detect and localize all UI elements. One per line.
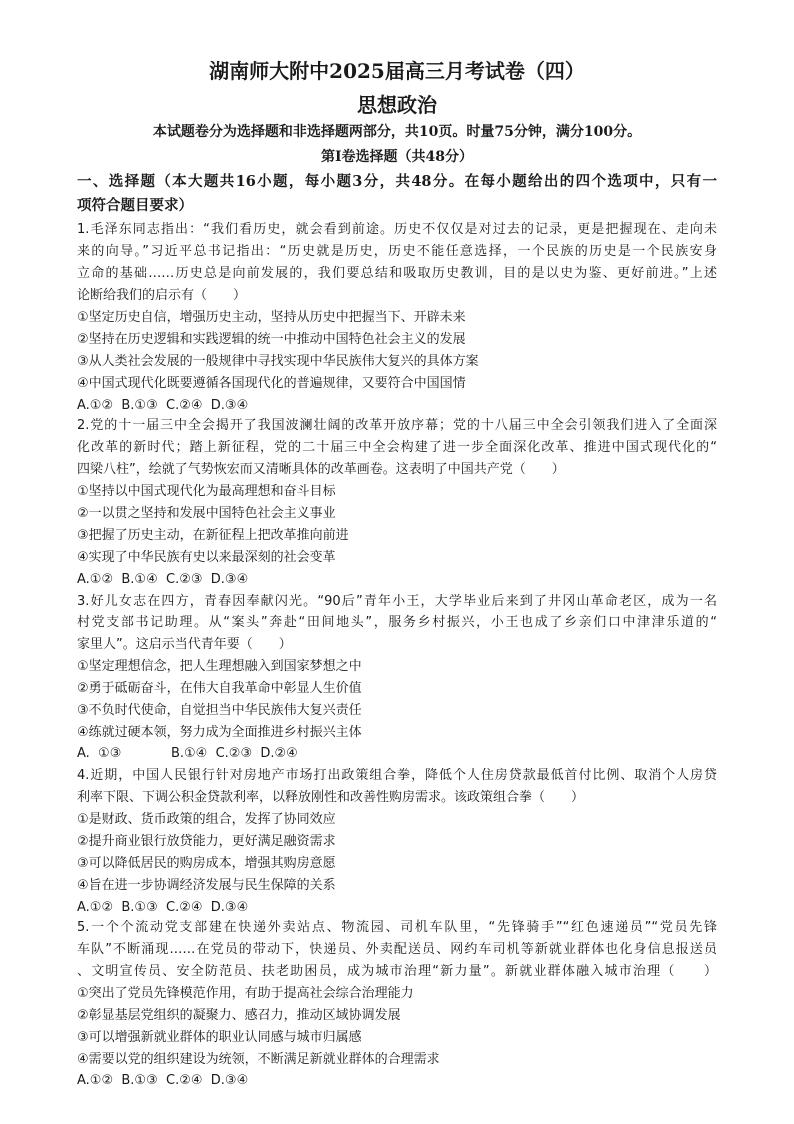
question-option: ④中国式现代化既要遵循各国现代化的普遍规律，又要符合中国国情 — [77, 376, 466, 391]
question-option: ③不负时代使命，自觉担当中华民族伟大复兴责任 — [77, 703, 362, 718]
question-stem-line: 村党支部书记助理。从“案头”奔赴“田间地头”，服务乡村振兴，小王也成了乡亲们口中津津乐道的“ — [77, 615, 717, 630]
answer-choices: A.①② B.①③ C.②④ D.③④ — [77, 398, 249, 413]
section-heading-line: 一、选择题（本大题共16小题，每小题3分，共48分。在每小题给出的四个选项中，只有一 — [77, 173, 717, 190]
subject-title: 思想政治 — [357, 93, 437, 117]
question-stem-line: 5.一个个流动党支部建在快递外卖站点、物流园、司机车队里，“先锋骑手”“红色速递员”“党员先锋 — [77, 920, 717, 935]
question-stem-line: 化改革的新时代；踏上新征程，党的二十届三中全会构建了进一步全面深化改革、推进中国式现代化的“ — [77, 440, 717, 455]
question-stem-line: 论断给我们的启示有（ ） — [77, 288, 247, 303]
section-heading-line: 项符合题目要求） — [77, 197, 193, 214]
exam-title: 湖南师大附中2025届高三月考试卷（四） — [209, 59, 585, 83]
question-stem-line: 家里人”。这启示当代青年要（ ） — [77, 637, 292, 652]
question-stem-line: 四梁八柱”，绘就了气势恢宏而又清晰具体的改革画卷。这表明了中国共产党（ ） — [77, 462, 565, 477]
part-title: 第Ⅰ卷选择题（共48分） — [320, 149, 474, 165]
exam-note: 本试题卷分为选择题和非选择题两部分，共10页。时量75分钟，满分100分。 — [152, 124, 642, 140]
question-option: ②提升商业银行放贷能力，更好满足融资需求 — [77, 834, 336, 849]
question-option: ②勇于砥砺奋斗，在伟大自我革命中彰显人生价值 — [77, 681, 362, 696]
section-heading — [77, 170, 717, 218]
question-stem-line: 立命的基础……历史总是向前发展的，我们要总结和吸取历史教训，目的是以史为鉴、更好前进。”上述 — [77, 266, 717, 281]
question-option: ①坚定历史自信，增强历史主动，坚持从历史中把握当下、开辟未来 — [77, 310, 466, 325]
question-option: ③把握了历史主动，在新征程上把改革推向前进 — [77, 528, 349, 543]
question-option: ①坚定理想信念，把人生理想融入到国家梦想之中 — [77, 659, 362, 674]
question-stem-line: 4.近期，中国人民银行针对房地产市场打出政策组合拳，降低个人住房贷款最低首付比例、取消个人房贷 — [77, 768, 717, 783]
question-option: ①是财政、货币政策的组合，发挥了协同效应 — [77, 812, 336, 827]
question-option: ①坚持以中国式现代化为最高理想和奋斗目标 — [77, 484, 336, 499]
question-stem-line: 利率下限、下调公积金贷款利率，以释放刚性和改善性购房需求。该政策组合拳（ ） — [77, 790, 585, 805]
answer-choices: A.①② B.①③ C.②④ D.③④ — [77, 900, 249, 915]
answer-choices: A. ①③ B.①④ C.②③ D.②④ — [77, 746, 298, 761]
question-option: ④需要以党的组织建设为统领，不断满足新就业群体的合理需求 — [77, 1052, 440, 1067]
question-option: ②一以贯之坚持和发展中国特色社会主义事业 — [77, 506, 336, 521]
question-option: ③可以增强新就业群体的职业认同感与城市归属感 — [77, 1030, 362, 1045]
question-stem-line: 3.好儿女志在四方，青春因奉献闪光。“90后”青年小王，大学毕业后来到了井冈山革命老区，成为一名 — [77, 594, 717, 609]
question-option: ③可以降低居民的购房成本，增强其购房意愿 — [77, 856, 336, 871]
question-option: ④练就过硬本领，努力成为全面推进乡村振兴主体 — [77, 725, 362, 740]
question-stem-line: 车队”不断涌现……在党员的带动下，快递员、外卖配送员、网约车司机等新就业群体也化身信息报送员 — [77, 942, 717, 957]
question-option: ②坚持在历史逻辑和实践逻辑的统一中推动中国特色社会主义的发展 — [77, 332, 466, 347]
question-option: ④旨在进一步协调经济发展与民生保障的关系 — [77, 878, 336, 893]
question-option: ④实现了中华民族有史以来最深刻的社会变革 — [77, 550, 336, 565]
question-option: ①突出了党员先锋模范作用，有助于提高社会综合治理能力 — [77, 986, 414, 1001]
answer-choices: A.①② B.①④ C.②③ D.③④ — [77, 572, 249, 587]
answer-choices: A.①② B.①③ C.②④ D.③④ — [77, 1073, 249, 1088]
question-stem-line: 2.党的十一届三中全会揭开了我国波澜壮阔的改革开放序幕；党的十八届三中全会引领我们进入了全面深 — [77, 418, 717, 433]
question-stem-line: 1.毛泽东同志指出：“我们看历史，就会看到前途。历史不仅仅是对过去的记录，更是把握现在、走向未 — [77, 222, 717, 237]
question-option: ②彰显基层党组织的凝聚力、感召力，推动区域协调发展 — [77, 1008, 401, 1023]
question-stem-line: 来的向导。”习近平总书记指出：“历史就是历史，历史不能任意选择，一个民族的历史是一个民族安身 — [77, 244, 717, 259]
question-stem-line: 、文明宣传员、安全防范员、扶老助困员，成为城市治理“新力量”。新就业群体融入城市治理（ ） — [77, 964, 717, 979]
question-option: ③从人类社会发展的一般规律中寻找实现中华民族伟大复兴的具体方案 — [77, 354, 479, 369]
